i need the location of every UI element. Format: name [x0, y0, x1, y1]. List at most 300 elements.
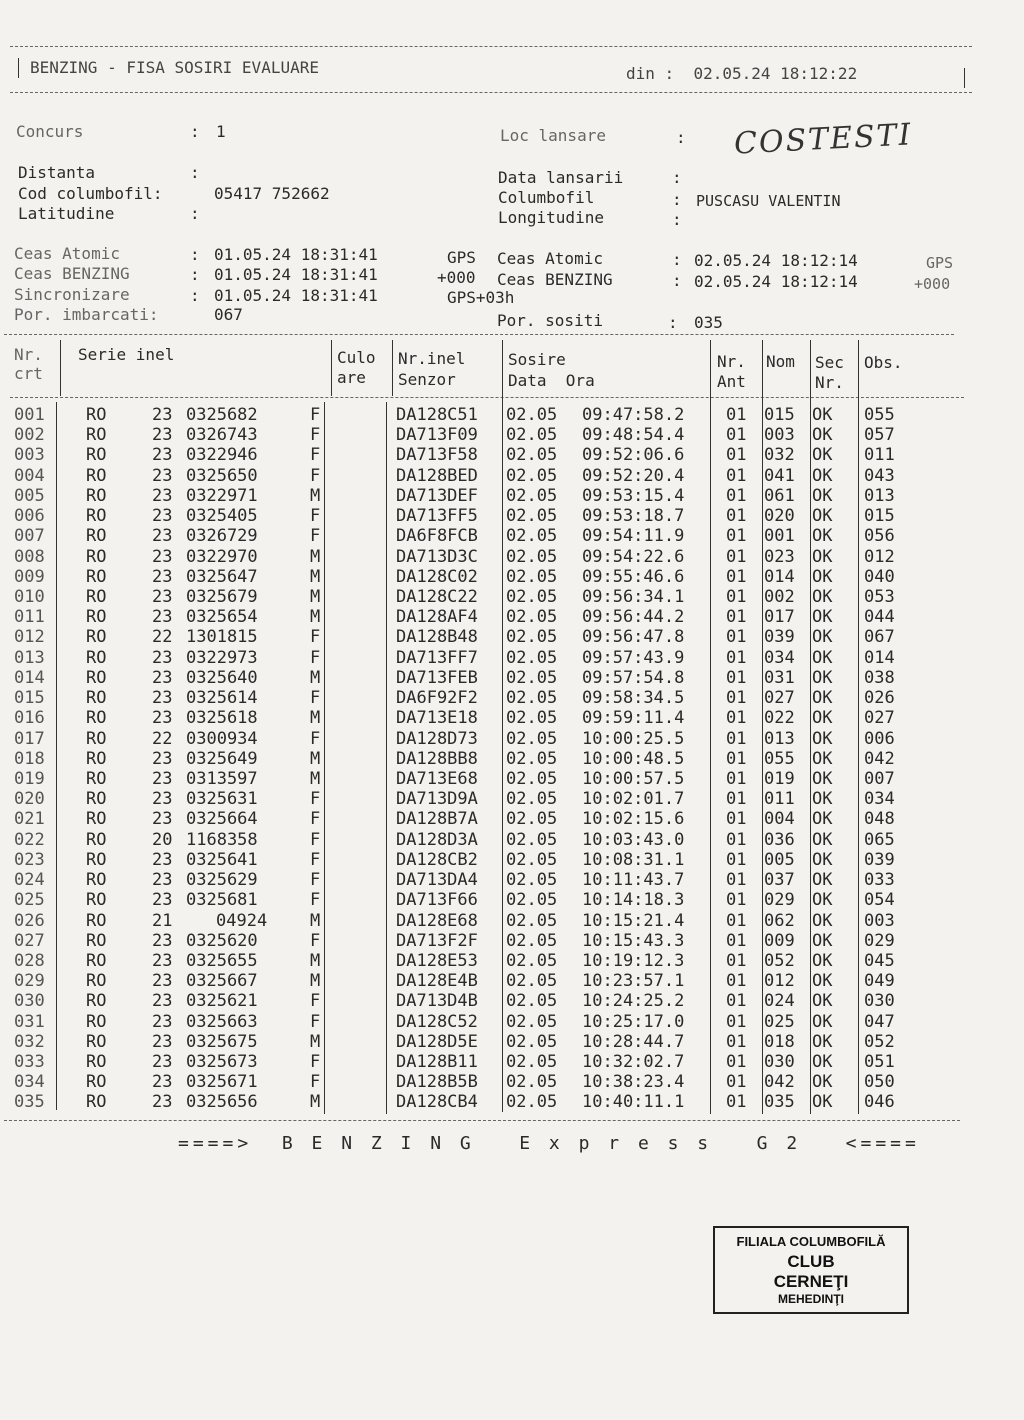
cell-ant: 01	[726, 607, 747, 628]
cell-senzor: DA128C51	[396, 405, 478, 425]
cell-nr: 022	[14, 829, 45, 850]
cell-obs: 003	[864, 910, 895, 931]
cell-time: 10:28:44.7	[582, 1031, 685, 1052]
cell-obs: 014	[864, 647, 895, 668]
cell-year: 22	[152, 728, 173, 749]
cell-year: 23	[152, 890, 173, 911]
cell-ant: 01	[726, 1011, 747, 1032]
cell-date: 02.05	[506, 809, 558, 830]
col-ant-header-2: Ant	[717, 372, 746, 391]
cell-date: 02.05	[506, 708, 558, 729]
table-row	[14, 1092, 954, 1112]
ceas-atomic-left-value: 01.05.24 18:31:41	[214, 245, 378, 264]
table-row	[14, 688, 954, 708]
cell-nr: 009	[14, 566, 45, 587]
cell-sex: F	[310, 506, 321, 527]
cell-obs: 047	[864, 1011, 895, 1032]
cell-senzor: DA128D5E	[396, 1031, 478, 1052]
cell-obs: 049	[864, 971, 895, 992]
cell-sec: OK	[812, 445, 833, 466]
cell-nr: 031	[14, 1011, 45, 1032]
cell-date: 02.05	[506, 506, 558, 527]
report-title: BENZING - FISA SOSIRI EVALUARE	[30, 58, 319, 77]
cell-date: 02.05	[506, 627, 558, 648]
cell-year: 23	[152, 425, 173, 446]
cell-nom: 036	[764, 829, 795, 850]
cell-time: 10:14:18.3	[582, 890, 685, 911]
cell-sex: M	[310, 667, 321, 688]
cell-ant: 01	[726, 688, 747, 709]
cell-ring: 0325629	[186, 870, 258, 891]
cell-sec: OK	[812, 586, 833, 607]
cell-ring: 0325621	[186, 991, 258, 1012]
cell-ant: 01	[726, 445, 747, 466]
cell-senzor: DA128C02	[396, 566, 478, 587]
cell-senzor: DA713DEF	[396, 485, 478, 506]
cell-ant: 01	[726, 627, 747, 648]
cell-date: 02.05	[506, 1011, 558, 1032]
cell-nr: 003	[14, 445, 45, 466]
cell-ring: 0325681	[186, 890, 258, 911]
cell-nom: 037	[764, 870, 795, 891]
loc-lansare-label: Loc lansare	[500, 126, 606, 145]
cell-sec: OK	[812, 485, 833, 506]
cell-obs: 046	[864, 1092, 895, 1113]
cell-senzor: DA6F92F2	[396, 688, 478, 709]
cell-year: 23	[152, 647, 173, 668]
imbarcati-value: 067	[214, 305, 243, 324]
cell-sec: OK	[812, 829, 833, 850]
cell-date: 02.05	[506, 526, 558, 547]
cell-date: 02.05	[506, 607, 558, 628]
cell-country: RO	[86, 1011, 107, 1032]
col-culoare-header-2: are	[337, 368, 366, 387]
cell-year: 23	[152, 485, 173, 506]
cell-ant: 01	[726, 849, 747, 870]
cell-time: 10:23:57.1	[582, 971, 685, 992]
cell-obs: 011	[864, 445, 895, 466]
cell-date: 02.05	[506, 465, 558, 486]
cell-ant: 01	[726, 546, 747, 567]
cell-obs: 048	[864, 809, 895, 830]
cell-time: 09:52:20.4	[582, 465, 685, 486]
cell-sec: OK	[812, 849, 833, 870]
cell-year: 23	[152, 971, 173, 992]
cell-ring: 1168358	[186, 829, 258, 850]
col-serie-header: Serie inel	[78, 345, 175, 364]
ceas-atomic-right-suffix: GPS	[926, 254, 954, 272]
col-sec-header-2: Nr.	[815, 373, 844, 392]
cell-country: RO	[86, 546, 107, 567]
concurs-colon: :	[190, 122, 200, 141]
cell-sex: M	[310, 566, 321, 587]
cod-columbofil-label: Cod columbofil:	[18, 184, 163, 203]
cell-country: RO	[86, 1092, 107, 1113]
cell-date: 02.05	[506, 1092, 558, 1113]
cell-year: 23	[152, 586, 173, 607]
cell-nr: 004	[14, 465, 45, 486]
cell-ring: 0325664	[186, 809, 258, 830]
cell-nr: 006	[14, 506, 45, 527]
cell-nom: 009	[764, 930, 795, 951]
cell-nr: 032	[14, 1031, 45, 1052]
cell-senzor: DA128E53	[396, 950, 478, 971]
cell-country: RO	[86, 667, 107, 688]
cell-time: 09:56:34.1	[582, 586, 685, 607]
cell-country: RO	[86, 445, 107, 466]
cell-year: 23	[152, 688, 173, 709]
cell-obs: 055	[864, 405, 895, 425]
cell-ant: 01	[726, 1092, 747, 1113]
cell-time: 10:11:43.7	[582, 870, 685, 891]
cell-time: 09:59:11.4	[582, 708, 685, 729]
col-nr-header-2: crt	[14, 364, 43, 383]
cell-time: 10:00:25.5	[582, 728, 685, 749]
cell-nr: 023	[14, 849, 45, 870]
cell-obs: 057	[864, 425, 895, 446]
table-row	[14, 870, 954, 890]
cell-obs: 006	[864, 728, 895, 749]
cell-ring: 0325673	[186, 1052, 258, 1073]
cell-time: 10:38:23.4	[582, 1072, 685, 1093]
cell-country: RO	[86, 607, 107, 628]
distanta-label: Distanta	[18, 163, 96, 182]
cell-nom: 011	[764, 789, 795, 810]
cell-sex: M	[310, 546, 321, 567]
cell-year: 23	[152, 708, 173, 729]
cell-time: 09:53:15.4	[582, 485, 685, 506]
table-row	[14, 567, 954, 587]
cell-country: RO	[86, 829, 107, 850]
cell-sex: F	[310, 789, 321, 810]
cell-date: 02.05	[506, 667, 558, 688]
cell-sec: OK	[812, 688, 833, 709]
table-row	[14, 1072, 954, 1092]
cell-ant: 01	[726, 506, 747, 527]
cell-time: 09:56:47.8	[582, 627, 685, 648]
cell-ring: 1301815	[186, 627, 258, 648]
cell-country: RO	[86, 991, 107, 1012]
cell-year: 23	[152, 546, 173, 567]
cell-year: 23	[152, 405, 173, 425]
cell-time: 10:00:48.5	[582, 748, 685, 769]
cell-time: 10:15:43.3	[582, 930, 685, 951]
cell-senzor: DA128CB4	[396, 1092, 478, 1113]
cell-year: 23	[152, 445, 173, 466]
ceas-benzing-right-value: 02.05.24 18:12:14	[694, 272, 858, 291]
cell-senzor: DA128CB2	[396, 849, 478, 870]
cell-ant: 01	[726, 809, 747, 830]
col-senzor-header-2: Senzor	[398, 370, 456, 389]
cell-senzor: DA713F09	[396, 425, 478, 446]
cell-nom: 018	[764, 1031, 795, 1052]
table-row	[14, 405, 954, 425]
cell-sec: OK	[812, 809, 833, 830]
cell-senzor: DA713D4B	[396, 991, 478, 1012]
cell-ant: 01	[726, 1031, 747, 1052]
col-sosire-header-2: Data Ora	[508, 371, 595, 390]
latitudine-label: Latitudine	[18, 204, 115, 223]
cell-nom: 031	[764, 667, 795, 688]
cell-time: 09:55:46.6	[582, 566, 685, 587]
cell-sec: OK	[812, 728, 833, 749]
cell-obs: 054	[864, 890, 895, 911]
cell-ring: 0325620	[186, 930, 258, 951]
stamp-line-4: MEHEDINŢI	[778, 1292, 844, 1306]
cell-time: 10:02:01.7	[582, 789, 685, 810]
cell-sex: F	[310, 688, 321, 709]
cell-sec: OK	[812, 1092, 833, 1113]
cell-senzor: DA713DA4	[396, 870, 478, 891]
cell-sec: OK	[812, 546, 833, 567]
cell-ant: 01	[726, 950, 747, 971]
col-rule-serie-head	[331, 340, 332, 396]
ceas-atomic-left-colon: :	[190, 245, 200, 264]
cell-nr: 011	[14, 607, 45, 628]
cell-sec: OK	[812, 768, 833, 789]
cell-date: 02.05	[506, 1072, 558, 1093]
cell-obs: 052	[864, 1031, 895, 1052]
cell-ring: 0325682	[186, 405, 258, 425]
cell-senzor: DA713D3C	[396, 546, 478, 567]
table-bottom-rule	[4, 1120, 960, 1121]
col-ant-header-1: Nr.	[717, 352, 746, 371]
cell-sec: OK	[812, 890, 833, 911]
cell-country: RO	[86, 728, 107, 749]
cell-nom: 030	[764, 1052, 795, 1073]
cell-nr: 017	[14, 728, 45, 749]
cell-nom: 024	[764, 991, 795, 1012]
cell-year: 23	[152, 1052, 173, 1073]
cell-nr: 008	[14, 546, 45, 567]
cell-date: 02.05	[506, 1031, 558, 1052]
cell-date: 02.05	[506, 647, 558, 668]
cell-ant: 01	[726, 526, 747, 547]
loc-lansare-colon: :	[676, 128, 686, 147]
table-row	[14, 729, 954, 749]
table-row	[14, 1052, 954, 1072]
cell-ring: 0300934	[186, 728, 258, 749]
cell-ring: 0322970	[186, 546, 258, 567]
table-row	[14, 607, 954, 627]
concurs-value: 1	[216, 122, 226, 141]
cell-ant: 01	[726, 708, 747, 729]
cell-ring: 0325640	[186, 667, 258, 688]
table-row	[14, 971, 954, 991]
cell-nom: 015	[764, 405, 795, 425]
ceas-benzing-left-value: 01.05.24 18:31:41	[214, 265, 378, 284]
columbofil-colon: :	[672, 190, 682, 209]
cell-date: 02.05	[506, 748, 558, 769]
cell-sex: F	[310, 1011, 321, 1032]
cell-obs: 045	[864, 950, 895, 971]
cell-ant: 01	[726, 748, 747, 769]
cell-nr: 020	[14, 789, 45, 810]
concurs-label: Concurs	[16, 122, 84, 141]
cell-time: 09:47:58.2	[582, 405, 685, 425]
cell-country: RO	[86, 485, 107, 506]
cell-nr: 018	[14, 748, 45, 769]
cell-year: 20	[152, 829, 173, 850]
cell-year: 23	[152, 930, 173, 951]
table-row	[14, 547, 954, 567]
cell-nr: 026	[14, 910, 45, 931]
cell-obs: 040	[864, 566, 895, 587]
cell-nr: 001	[14, 405, 45, 425]
cell-nom: 014	[764, 566, 795, 587]
cell-country: RO	[86, 809, 107, 830]
col-nr-header-1: Nr.	[14, 345, 43, 364]
cell-sex: F	[310, 829, 321, 850]
ceas-atomic-left-label: Ceas Atomic	[14, 244, 120, 263]
cell-sec: OK	[812, 526, 833, 547]
columbofil-label: Columbofil	[498, 188, 595, 207]
cell-ant: 01	[726, 971, 747, 992]
sincronizare-label: Sincronizare	[14, 285, 130, 304]
cell-senzor: DA128BB8	[396, 748, 478, 769]
cell-sex: F	[310, 647, 321, 668]
cell-nr: 016	[14, 708, 45, 729]
cell-time: 10:24:25.2	[582, 991, 685, 1012]
cell-time: 09:48:54.4	[582, 425, 685, 446]
cell-nom: 025	[764, 1011, 795, 1032]
cell-ant: 01	[726, 465, 747, 486]
table-row	[14, 425, 954, 445]
cell-nr: 030	[14, 991, 45, 1012]
cell-senzor: DA713FEB	[396, 667, 478, 688]
table-top-rule	[4, 334, 954, 335]
col-sosire-header-1: Sosire	[508, 350, 566, 369]
cell-date: 02.05	[506, 890, 558, 911]
cell-ant: 01	[726, 789, 747, 810]
header-left-bar	[18, 58, 19, 78]
cell-time: 09:53:18.7	[582, 506, 685, 527]
cell-obs: 042	[864, 748, 895, 769]
cell-nom: 027	[764, 688, 795, 709]
table-row	[14, 850, 954, 870]
col-obs-header: Obs.	[864, 353, 903, 372]
cell-sec: OK	[812, 506, 833, 527]
cell-year: 23	[152, 1011, 173, 1032]
cell-year: 23	[152, 465, 173, 486]
cell-sec: OK	[812, 930, 833, 951]
cell-sec: OK	[812, 607, 833, 628]
cell-ring: 0325641	[186, 849, 258, 870]
cell-time: 09:58:34.5	[582, 688, 685, 709]
cell-nom: 055	[764, 748, 795, 769]
cod-columbofil-value: 05417 752662	[214, 184, 330, 203]
cell-senzor: DA128E4B	[396, 971, 478, 992]
cell-date: 02.05	[506, 728, 558, 749]
cell-time: 10:15:21.4	[582, 910, 685, 931]
cell-date: 02.05	[506, 991, 558, 1012]
cell-senzor: DA128B48	[396, 627, 478, 648]
cell-year: 23	[152, 748, 173, 769]
cell-date: 02.05	[506, 870, 558, 891]
cell-year: 23	[152, 566, 173, 587]
cell-ring: 04924	[216, 910, 268, 931]
cell-ant: 01	[726, 890, 747, 911]
table-row	[14, 708, 954, 728]
cell-country: RO	[86, 566, 107, 587]
cell-ant: 01	[726, 930, 747, 951]
cell-year: 23	[152, 1092, 173, 1113]
cell-time: 10:03:43.0	[582, 829, 685, 850]
cell-country: RO	[86, 405, 107, 425]
cell-senzor: DA6F8FCB	[396, 526, 478, 547]
cell-year: 23	[152, 991, 173, 1012]
cell-date: 02.05	[506, 688, 558, 709]
header-bottom-rule	[10, 92, 972, 93]
table-row	[14, 931, 954, 951]
cell-date: 02.05	[506, 445, 558, 466]
cell-nr: 019	[14, 768, 45, 789]
cell-sec: OK	[812, 627, 833, 648]
cell-senzor: DA713F58	[396, 445, 478, 466]
cell-sec: OK	[812, 910, 833, 931]
cell-obs: 012	[864, 546, 895, 567]
cell-ant: 01	[726, 1072, 747, 1093]
cell-ring: 0325656	[186, 1092, 258, 1113]
cell-country: RO	[86, 971, 107, 992]
cell-nom: 012	[764, 971, 795, 992]
ceas-atomic-right-label: Ceas Atomic	[497, 249, 603, 268]
table-row	[14, 1012, 954, 1032]
cell-ring: 0325671	[186, 1072, 258, 1093]
cell-nom: 002	[764, 586, 795, 607]
cell-sex: M	[310, 768, 321, 789]
cell-sex: F	[310, 1052, 321, 1073]
table-row	[14, 668, 954, 688]
cell-nr: 033	[14, 1052, 45, 1073]
table-row	[14, 809, 954, 829]
cell-senzor: DA713D9A	[396, 789, 478, 810]
columbofil-value: PUSCASU VALENTIN	[696, 192, 841, 210]
cell-sec: OK	[812, 708, 833, 729]
header-top-rule	[10, 46, 972, 47]
cell-ring: 0325649	[186, 748, 258, 769]
cell-ant: 01	[726, 667, 747, 688]
cell-nom: 001	[764, 526, 795, 547]
cell-ring: 0325679	[186, 586, 258, 607]
cell-sec: OK	[812, 465, 833, 486]
cell-country: RO	[86, 465, 107, 486]
table-row	[14, 587, 954, 607]
cell-ring: 0325655	[186, 950, 258, 971]
table-header-rule	[10, 397, 964, 398]
cell-sex: M	[310, 971, 321, 992]
cell-ant: 01	[726, 647, 747, 668]
cell-sex: F	[310, 728, 321, 749]
cell-date: 02.05	[506, 910, 558, 931]
cell-year: 23	[152, 1072, 173, 1093]
cell-obs: 067	[864, 627, 895, 648]
cell-obs: 026	[864, 688, 895, 709]
cell-ant: 01	[726, 829, 747, 850]
cell-ant: 01	[726, 566, 747, 587]
col-nom-header: Nom	[766, 352, 795, 371]
ceas-benzing-right-suffix: +000	[914, 275, 951, 293]
cell-sex: F	[310, 405, 321, 425]
cell-sex: F	[310, 445, 321, 466]
cell-country: RO	[86, 647, 107, 668]
cell-year: 23	[152, 950, 173, 971]
cell-nom: 017	[764, 607, 795, 628]
cell-ring: 0322973	[186, 647, 258, 668]
ceas-benzing-right-colon: :	[672, 271, 682, 290]
cell-ant: 01	[726, 910, 747, 931]
cell-obs: 030	[864, 991, 895, 1012]
